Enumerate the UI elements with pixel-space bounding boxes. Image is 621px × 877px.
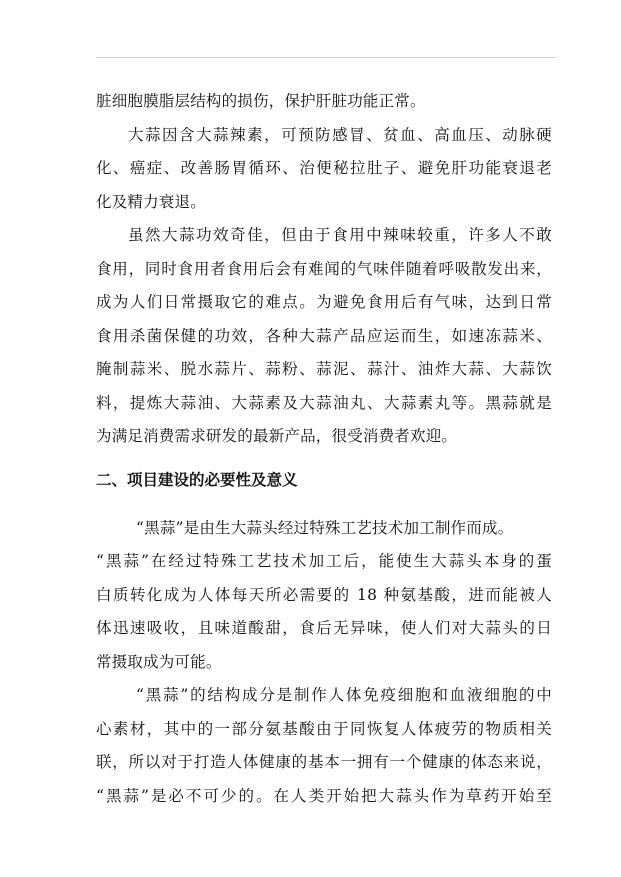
paragraph-line: 虽然大蒜功效奇佳，但由于食用中辣味较重，许多人不敢 bbox=[128, 226, 552, 244]
paragraph-line: 料，提炼大蒜油、大蒜素及大蒜油丸、大蒜素丸等。黑蒜就是 bbox=[96, 393, 552, 412]
paragraph-line: 大蒜因含大蒜辣素，可预防感冒、贫血、高血压、动脉硬 bbox=[128, 125, 552, 144]
paragraph-line: 成为人们日常摄取它的难点。为避免食用后有气味，达到日常 bbox=[96, 293, 552, 311]
paragraph-line: 食用，同时食用者食用后会有难闻的气味伴随着呼吸散发出来， bbox=[96, 259, 552, 278]
header-divider bbox=[96, 57, 556, 58]
paragraph-line: 体迅速吸收，且味道酸甜，食后无异味，使人们对大蒜头的日 bbox=[96, 619, 552, 637]
paragraph-line: 常摄取成为可能。 bbox=[96, 652, 222, 671]
document-body bbox=[96, 85, 552, 813]
paragraph-line: 白质转化成为人体每天所必需要的 18 种氨基酸，进而能被人 bbox=[96, 585, 552, 604]
paragraph-line: 腌制蒜米、脱水蒜片、蒜粉、蒜泥、蒜汁、油炸大蒜、大蒜饮 bbox=[96, 360, 552, 378]
paragraph-line: 化、癌症、改善肠胃循环、治便秘拉肚子、避免肝功能衰退老 bbox=[96, 159, 552, 177]
paragraph-line: “黑蒜”是必不可少的。在人类开始把大蒜头作为草药开始至 bbox=[96, 786, 552, 805]
section-heading: 二、项目建设的必要性及意义 bbox=[96, 470, 298, 489]
paragraph-line: 食用杀菌保健的功效，各种大蒜产品应运而生，如速冻蒜米、 bbox=[96, 326, 552, 345]
paragraph-line: “黑蒜”的结构成分是制作人体免疫细胞和血液细胞的中 bbox=[136, 686, 552, 704]
paragraph-line: 联，所以对于打造人体健康的基本一拥有一个健康的体态来说， bbox=[96, 753, 552, 771]
paragraph-line: “黑蒜”是由生大蒜头经过特殊工艺技术加工制作而成。 bbox=[136, 518, 514, 537]
paragraph-line: “黑蒜”在经过特殊工艺技术加工后，能使生大蒜头本身的蛋 bbox=[96, 552, 552, 570]
paragraph-line: 心素材，其中的一部分氨基酸由于同恢复人体疲劳的物质相关 bbox=[96, 719, 552, 738]
paragraph-line: 为满足消费需求研发的最新产品，很受消费者欢迎。 bbox=[96, 427, 458, 445]
paragraph-line: 化及精力衰退。 bbox=[96, 192, 206, 211]
paragraph-line: 脏细胞膜脂层结构的损伤，保护肝脏功能正常。 bbox=[96, 92, 426, 110]
